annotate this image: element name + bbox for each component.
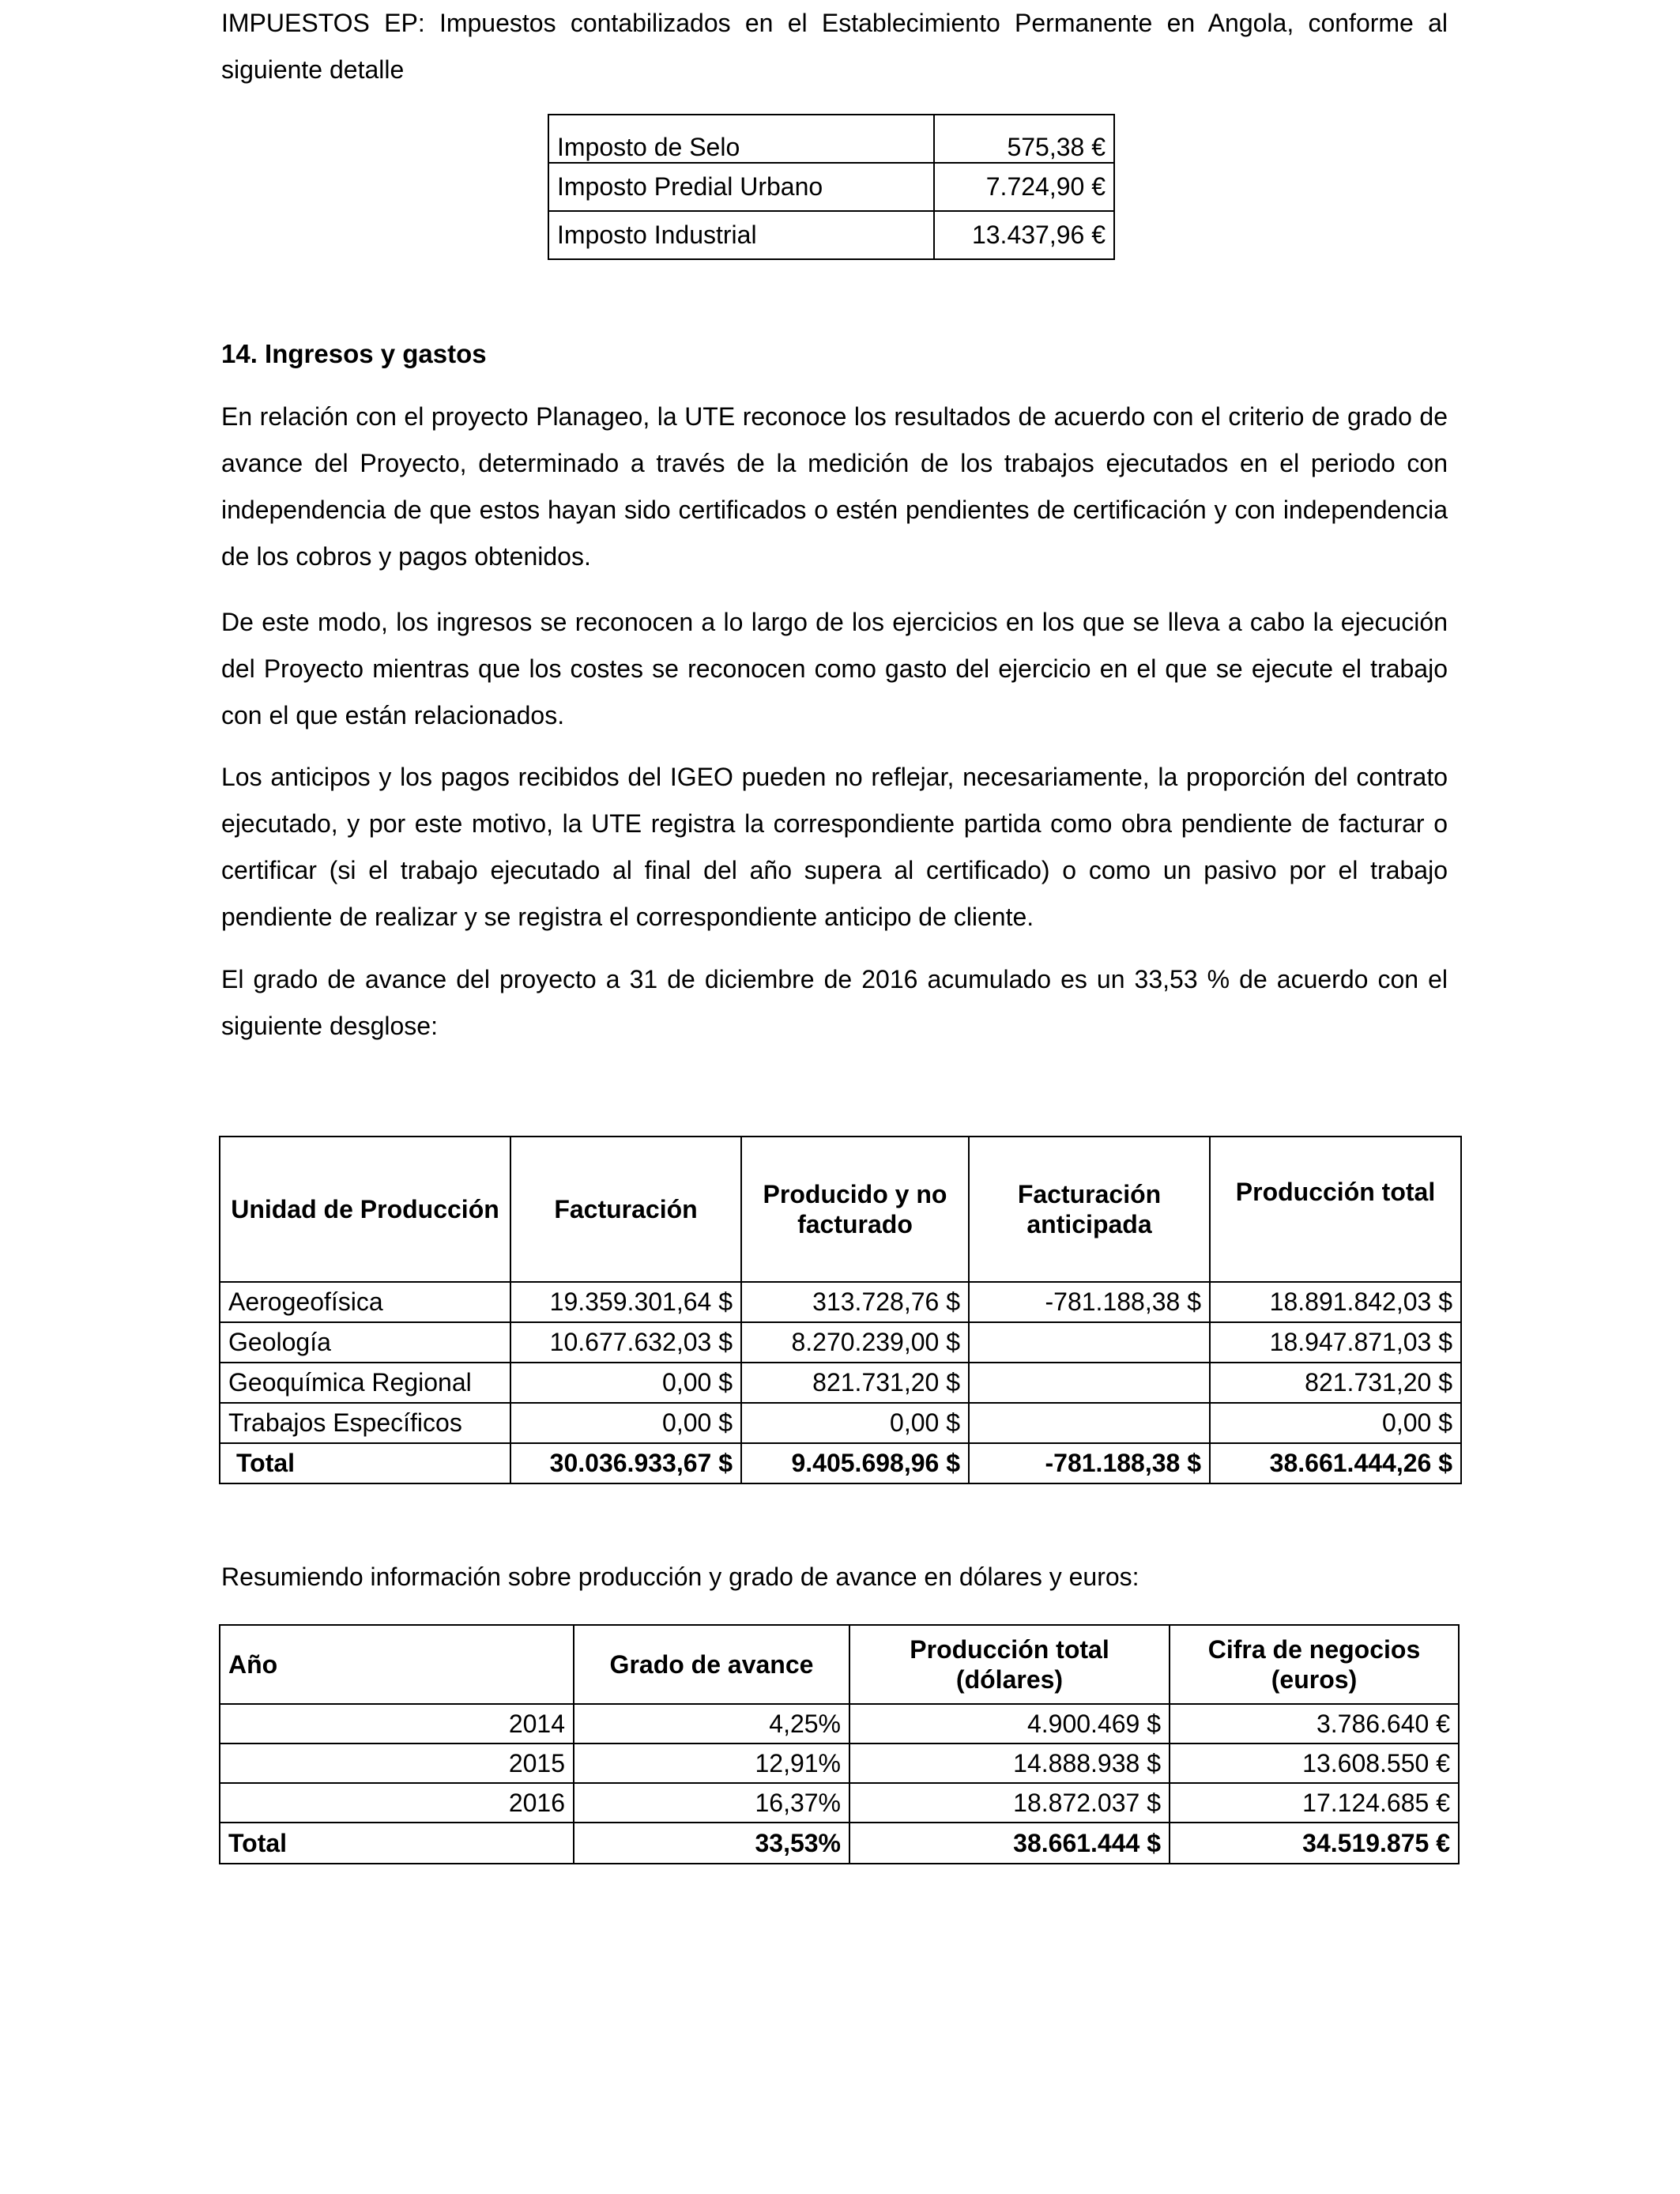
table-cell: Geología: [220, 1322, 510, 1363]
table-row: [220, 1704, 1459, 1744]
table-cell: 19.359.301,64 $: [510, 1282, 741, 1322]
table-row: [220, 1282, 1461, 1322]
table-cell: -781.188,38 $: [969, 1443, 1210, 1483]
table-cell: 34.519.875 €: [1170, 1823, 1459, 1864]
table-cell: 4.900.469 $: [849, 1704, 1170, 1744]
table-row: [220, 1322, 1461, 1363]
tax-name: Imposto de Selo: [548, 115, 934, 163]
table-cell: 16,37%: [574, 1783, 849, 1823]
table-header-row: [220, 1625, 1459, 1704]
table-cell: Total: [220, 1823, 574, 1864]
table-cell: 14.888.938 $: [849, 1744, 1170, 1783]
column-header: Producción total (dólares): [849, 1625, 1170, 1704]
table-cell: 821.731,20 $: [741, 1363, 969, 1403]
table-cell: 17.124.685 €: [1170, 1783, 1459, 1823]
table-cell: [969, 1403, 1210, 1443]
table-cell: 9.405.698,96 $: [741, 1443, 969, 1483]
summary-intro: Resumiendo información sobre producción y grado de avance en dólares y euros:: [221, 1563, 1139, 1591]
table-cell: Geoquímica Regional: [220, 1363, 510, 1403]
table-row: [220, 1744, 1459, 1783]
table-cell: 0,00 $: [1210, 1403, 1461, 1443]
body-paragraph: El grado de avance del proyecto a 31 de diciembre de 2016 acumulado es un 33,53 % de acuerdo con el siguiente desglose:: [221, 965, 1448, 1040]
summary-table: [219, 1624, 1460, 1864]
table-cell: Trabajos Específicos: [220, 1403, 510, 1443]
table-cell: 2014: [220, 1704, 574, 1744]
table-cell: 2016: [220, 1783, 574, 1823]
table-row: [220, 1403, 1461, 1443]
table-cell: 33,53%: [574, 1823, 849, 1864]
table-cell: 3.786.640 €: [1170, 1704, 1459, 1744]
table-cell: Total: [220, 1443, 510, 1483]
table-row: [220, 1783, 1459, 1823]
tax-amount: 13.437,96 €: [934, 211, 1114, 259]
column-header: Grado de avance: [574, 1625, 849, 1704]
body-paragraph: Los anticipos y los pagos recibidos del IGEO pueden no reflejar, necesariamente, la proporción del contrato ejecutado, y por este motivo, la UTE registra la correspondiente partida como obra pendiente de facturar o certificar (si el trabajo ejecutado al final del año supera al certificado) o como un pasivo por el trabajo pendiente de realizar y se registra el correspondiente anticipo de cliente.: [221, 763, 1448, 931]
column-header: Cifra de negocios (euros): [1170, 1625, 1459, 1704]
table-cell: -781.188,38 $: [969, 1282, 1210, 1322]
table-cell: 0,00 $: [510, 1403, 741, 1443]
column-header: Facturación: [510, 1137, 741, 1282]
body-paragraph: De este modo, los ingresos se reconocen a lo largo de los ejercicios en los que se lleva a cabo la ejecución del Proyecto mientras que los costes se reconocen como gasto del ejercicio en el que se ejecute el trabajo con el que están relacionados.: [221, 608, 1448, 729]
tax-amount: 7.724,90 €: [934, 163, 1114, 211]
tax-name: Imposto Predial Urbano: [548, 163, 934, 211]
table-row: [548, 211, 1114, 259]
table-cell: 0,00 $: [741, 1403, 969, 1443]
tax-table: [548, 114, 1115, 260]
tax-amount: 575,38 €: [934, 115, 1114, 163]
column-header: Producción total: [1210, 1137, 1461, 1282]
table-cell: 313.728,76 $: [741, 1282, 969, 1322]
table-row: [220, 1363, 1461, 1403]
table-cell: 38.661.444,26 $: [1210, 1443, 1461, 1483]
table-cell: 18.947.871,03 $: [1210, 1322, 1461, 1363]
column-header: Año: [220, 1625, 574, 1704]
table-row: [548, 115, 1114, 163]
table-cell: 18.872.037 $: [849, 1783, 1170, 1823]
table-cell: 0,00 $: [510, 1363, 741, 1403]
column-header: Unidad de Producción: [220, 1137, 510, 1282]
table-cell: 13.608.550 €: [1170, 1744, 1459, 1783]
column-header: Producido y no facturado: [741, 1137, 969, 1282]
section-heading: 14. Ingresos y gastos: [221, 339, 487, 368]
total-row: [220, 1823, 1459, 1864]
tax-name: Imposto Industrial: [548, 211, 934, 259]
table-row: [548, 163, 1114, 211]
intro-paragraph: IMPUESTOS EP: Impuestos contabilizados en el Establecimiento Permanente en Angola, conforme al siguiente detalle: [221, 9, 1448, 84]
table-cell: [969, 1322, 1210, 1363]
production-table: [219, 1136, 1462, 1484]
total-row: [220, 1443, 1461, 1483]
table-cell: 10.677.632,03 $: [510, 1322, 741, 1363]
table-header-row: [220, 1137, 1461, 1282]
table-cell: 12,91%: [574, 1744, 849, 1783]
table-cell: 18.891.842,03 $: [1210, 1282, 1461, 1322]
table-cell: 8.270.239,00 $: [741, 1322, 969, 1363]
table-cell: Aerogeofísica: [220, 1282, 510, 1322]
table-cell: 821.731,20 $: [1210, 1363, 1461, 1403]
table-cell: 2015: [220, 1744, 574, 1783]
column-header: Facturación anticipada: [969, 1137, 1210, 1282]
table-cell: 4,25%: [574, 1704, 849, 1744]
table-cell: 30.036.933,67 $: [510, 1443, 741, 1483]
body-paragraph: En relación con el proyecto Planageo, la UTE reconoce los resultados de acuerdo con el criterio de grado de avance del Proyecto, determinado a través de la medición de los trabajos ejecutados en el periodo con independencia de que estos hayan sido certificados o estén pendientes de certificación y con independencia de los cobros y pagos obtenidos.: [221, 402, 1448, 571]
table-cell: 38.661.444 $: [849, 1823, 1170, 1864]
table-cell: [969, 1363, 1210, 1403]
